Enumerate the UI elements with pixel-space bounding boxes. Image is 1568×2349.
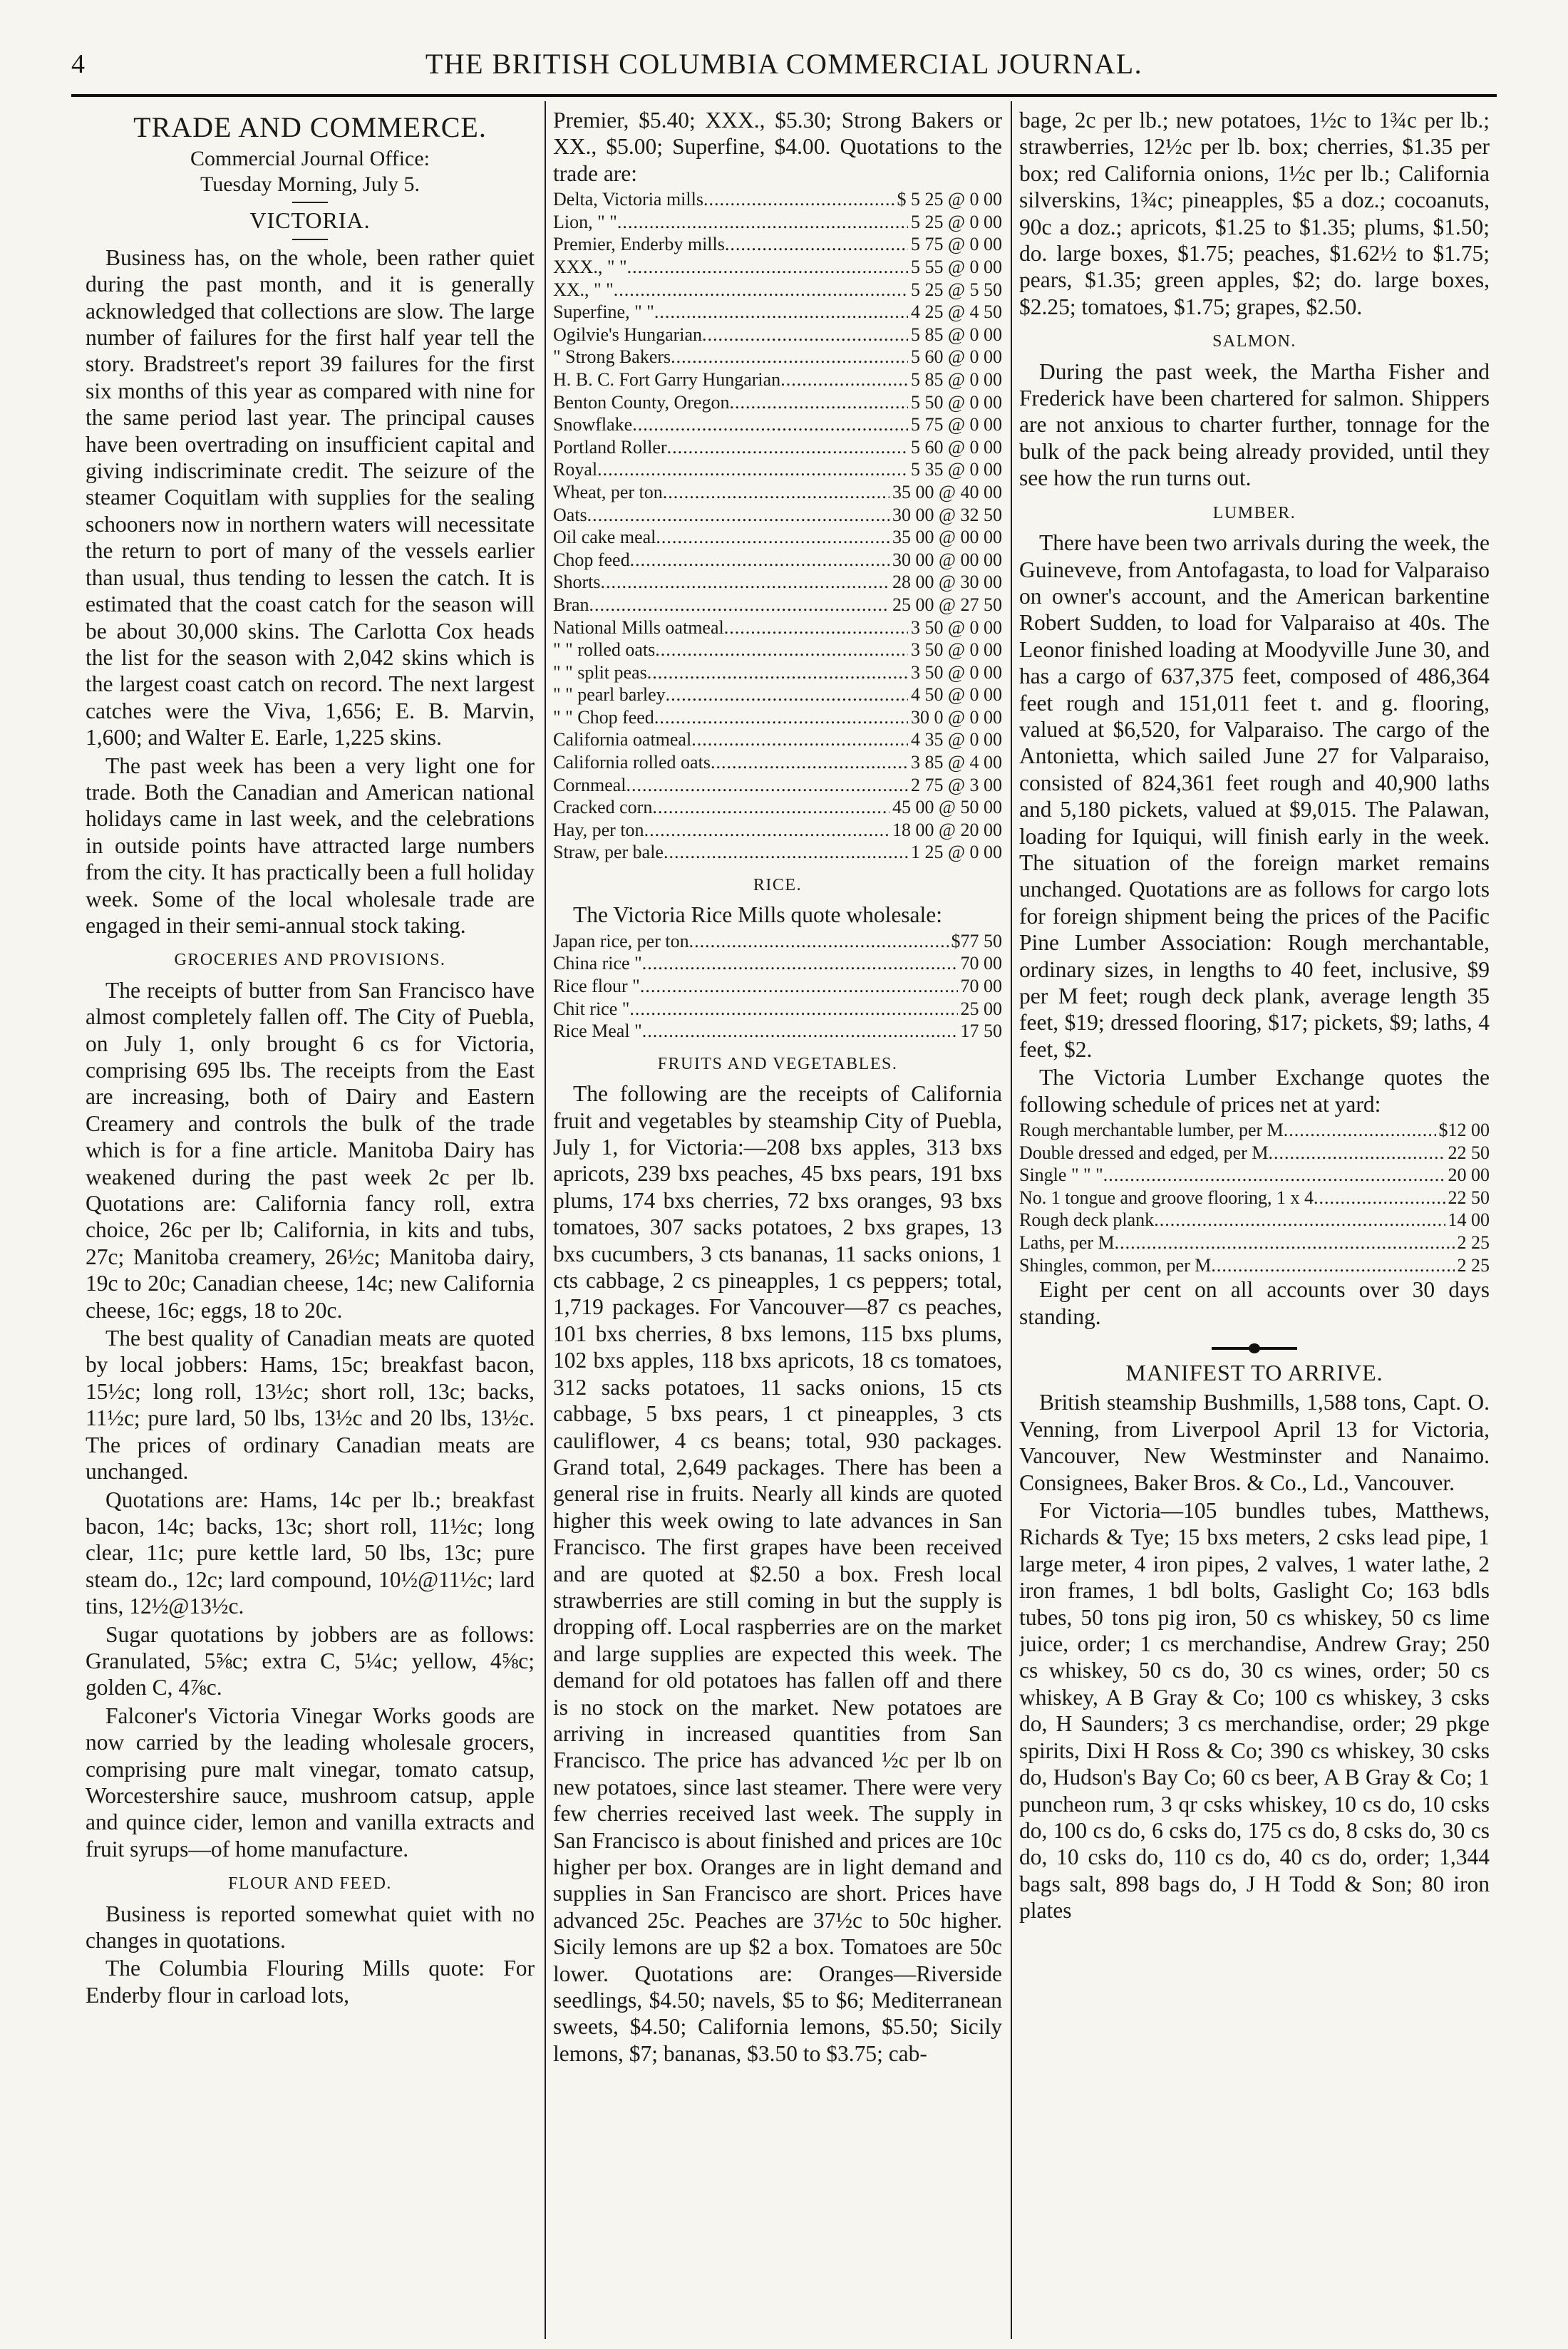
dot-leader xyxy=(664,841,908,864)
quote-label: Single " " " xyxy=(1019,1165,1103,1186)
paragraph: The Columbia Flouring Mills quote: For Enderby flour in carload lots, xyxy=(86,1956,535,2008)
quote-price: 5 85 @ 0 00 xyxy=(911,368,1002,390)
paragraph: There have been two arrivals during the week, the Guineveve, from Antofagasta, to load for Valparaiso on owner's account, and the American barkentine Robert Sudden, to load for Valparaiso at 40s. The Leonor finished loading at Moodyville June 30, and has a cargo of 637,375 feet, composed of 486,364 feet rough and 151,011 feet t. and g. flooring, valued at $6,520, for Valparaiso. The cargo of the Antonietta, which sailed June 27 for Valparaiso, consisted of 824,361 feet rough and 40,900 laths and 5,180 pickets, valued at $9,015. The Palawan, loading for Iquiqui, will finish early in the week. The situation of the foreign market remains unchanged. Quotations are as follows for cargo lots for foreign shipment being the prices of the Pacific Pine Lumber Association: Rough merchantable, ordinary sizes, in lengths to 40 feet, inclusive, $9 per M feet; rough deck plank, average length 35 feet, $19; dressed flooring, $17; pickets, $9; laths, 4 feet, $2. xyxy=(1019,530,1490,1062)
quote-row xyxy=(553,391,1002,414)
quote-price: 30 0 @ 0 00 xyxy=(911,706,1002,728)
quote-price: 17 50 xyxy=(960,1021,1002,1042)
quote-price: 30 00 @ 00 00 xyxy=(892,549,1002,570)
dot-leader xyxy=(729,391,908,414)
paragraph: Business is reported somewhat quiet with no changes in quotations. xyxy=(86,1901,535,1953)
dot-leader xyxy=(1314,1187,1445,1209)
quote-row xyxy=(553,683,1002,706)
dot-leader xyxy=(1154,1209,1445,1232)
quote-label: No. 1 tongue and groove flooring, 1 x 4 xyxy=(1019,1187,1314,1208)
quote-label: Snowflake xyxy=(553,414,633,435)
dot-leader xyxy=(667,436,908,459)
quote-row xyxy=(1019,1164,1490,1187)
dot-leader xyxy=(724,616,908,639)
manifest-heading: MANIFEST TO ARRIVE. xyxy=(1125,1360,1383,1385)
paragraph: The Victoria Rice Mills quote wholesale: xyxy=(573,902,943,928)
rice-heading: RICE. xyxy=(753,876,803,895)
quote-label: Royal xyxy=(553,459,598,480)
paragraph: During the past week, the Martha Fisher and Frederick have been chartered for salmon. Shippers are not anxious to charter further, tonnage for the bulk of the pack being already provided, until they see how the run turns out. xyxy=(1019,358,1490,491)
quote-label: Delta, Victoria mills xyxy=(553,189,703,210)
paragraph: Falconer's Victoria Vinegar Works goods are now carried by the leading wholesale grocers, comprising pure malt vinegar, tomato catsup, Worcestershire sauce, mushroom catsup, apple and quince cider, lemon and vanilla extracts and fruit syrups—of home manufacture. xyxy=(86,1703,535,1862)
quote-price: 18 00 @ 20 00 xyxy=(892,819,1002,840)
ornament-rule xyxy=(1212,1347,1297,1350)
dot-leader xyxy=(626,774,909,797)
dot-leader xyxy=(642,1020,958,1043)
quote-row xyxy=(1019,1254,1490,1277)
quote-label: Straw, per bale xyxy=(553,842,664,863)
quote-label: Shorts xyxy=(553,572,601,593)
quote-label: Bran xyxy=(553,594,589,615)
quote-price: 3 50 @ 0 00 xyxy=(911,661,1002,683)
dot-leader xyxy=(1211,1254,1454,1277)
trade-commerce-heading: TRADE AND COMMERCE. xyxy=(133,111,487,143)
quote-label: XXX., " " xyxy=(553,257,627,277)
short-rule xyxy=(292,202,328,203)
quote-row xyxy=(553,975,1002,998)
quote-row xyxy=(553,616,1002,639)
quote-row xyxy=(553,324,1002,346)
quote-price: 5 35 @ 0 00 xyxy=(911,459,1002,480)
dot-leader xyxy=(597,458,908,481)
quote-row xyxy=(553,526,1002,549)
victoria-heading: VICTORIA. xyxy=(249,207,371,234)
quote-label: California rolled oats xyxy=(553,752,711,773)
dot-leader xyxy=(1284,1119,1436,1142)
quote-label: National Mills oatmeal xyxy=(553,616,724,638)
quote-price: 14 00 xyxy=(1448,1209,1490,1231)
dot-leader xyxy=(629,998,957,1021)
lumber-price-table xyxy=(1019,1119,1490,1276)
quote-row xyxy=(553,458,1002,481)
paragraph: Business has, on the whole, been rather quiet during the past month, and it is generally acknowledged that collections are slow. The large number of failures for the first half year tell the story. Bradstreet's report 39 failures for the first six months of this year as compared with nine for the same period last year. The principal causes have been overtrading on insufficient capital and giving indiscriminate credit. The seizure of the steamer Coquitlam with supplies for the sealing schooners now in northern waters will necessitate the return to port of many of the vessels earlier than usual, thus tending to lessen the catch. It is estimated that the coast catch for the season will be about 30,000 skins. The Carlotta Cox heads the list for the season with 2,042 skins which is the largest coast catch on record. The next largest catches were the Viva, 1,656; E. B. Marvin, 1,600; and Walter E. Earle, 1,225 skins. xyxy=(86,244,535,750)
quote-price: 3 50 @ 0 00 xyxy=(911,639,1002,661)
quote-row xyxy=(553,571,1002,594)
quote-label: Oil cake meal xyxy=(553,527,656,548)
quote-price: $ 5 25 @ 0 00 xyxy=(897,189,1002,210)
quote-label: Rice flour " xyxy=(553,976,640,997)
paragraph: Eight per cent on all accounts over 30 days standing. xyxy=(1019,1277,1490,1329)
dot-leader xyxy=(691,728,908,751)
quote-label: " " pearl barley xyxy=(553,684,666,706)
quote-label: Rough deck plank xyxy=(1019,1209,1155,1231)
quote-row xyxy=(1019,1187,1490,1209)
paragraph: The following are the receipts of California fruit and vegetables by steamship City of Puebla, July 1, for Victoria:—208 bxs apples, 313 bxs apricots, 239 bxs peaches, 45 bxs pears, 191 bxs plums, 174 bxs cherries, 72 bxs oranges, 93 bxs tomatoes, 307 sacks potatoes, 2 bxs grapes, 13 bxs cucumbers, 3 cts bananas, 11 sacks onions, 1 cts cabbage, 2 cs pineapples, 1 cs peppers; total, 1,719 packages. For Vancouver—87 cs peaches, 101 bxs cherries, 8 bxs lemons, 115 bxs plums, 102 bxs apples, 118 bxs apricots, 18 cs tomatoes, 312 sacks potatoes, 11 sacks onions, 15 cts cabbage, 5 bxs pears, 1 ct pineapples, 3 cts cauliflower, 4 cs beans; total, 930 packages. Grand total, 2,649 packages. There has been a general rise in fruits. Nearly all kinds are quoted higher this week owing to late advances in San Francisco. The first grapes have been received and are quoted at $2.50 a box. Fresh local strawberries are still coming in but the supply is dropping off. Local raspberries are on the market and large supplies are expected this week. The demand for old potatoes has fallen off and there is no stock on the market. New potatoes are arriving in increased quantities from San Francisco. The price has advanced ½c per lb on new potatoes, since last steamer. There were very few cherries received last week. The supply in San Francisco is about finished and prices are 10c higher per box. Oranges are in light demand and supplies in San Francisco are short. Prices have advanced 25c. Peaches are 37½c to 50c higher. Sicily lemons are up $2 a box. Tomatoes are 50c lower. Quotations are: Oranges—Riverside seedlings, $4.50; navels, $5 to $6; Mediterranean sweets, $4.50; California lemons, $5.50; Sicily lemons, $7; bananas, $3.50 to $3.75; cab- xyxy=(553,1081,1002,2066)
dot-leader xyxy=(703,188,894,211)
quote-row xyxy=(553,1020,1002,1043)
quote-price: 5 25 @ 0 00 xyxy=(911,211,1002,232)
paragraph: The receipts of butter from San Francisco have almost completely fallen off. The City of Puebla, on July 1, only brought 6 cs for Victoria, comprising 695 lbs. The receipts from the East are increasing, both of Dairy and Eastern Creamery and controls the bulk of the trade which is for a fine article. Manitoba Dairy has weakened during the past week 2c per lb. Quotations are: California fancy roll, extra choice, 26c per lb; California, in kits and tubs, 27c; Manitoba creamery, 26½c; Manitoba dairy, 19c to 20c; Canadian cheese, 14c; new California cheese, 16c; eggs, 18 to 20c. xyxy=(86,977,535,1323)
quote-row xyxy=(553,639,1002,661)
header-rule xyxy=(71,94,1497,97)
quote-label: China rice " xyxy=(553,953,642,974)
quote-row xyxy=(553,952,1002,975)
quote-price: 20 00 xyxy=(1448,1165,1490,1186)
quote-label: California oatmeal xyxy=(553,729,692,750)
quote-label: " " Chop feed xyxy=(553,706,654,728)
quote-price: 2 25 xyxy=(1457,1254,1490,1276)
quote-price: 5 25 @ 5 50 xyxy=(911,279,1002,300)
quote-row xyxy=(553,706,1002,729)
quote-price: 5 75 @ 0 00 xyxy=(911,234,1002,255)
quote-price: 4 50 @ 0 00 xyxy=(911,684,1002,706)
quote-price: 5 50 @ 0 00 xyxy=(911,391,1002,413)
quote-price: $12 00 xyxy=(1438,1120,1490,1141)
dot-leader xyxy=(1103,1164,1445,1187)
quote-row xyxy=(553,930,1002,953)
quote-price: 2 75 @ 3 00 xyxy=(911,774,1002,795)
quote-label: Wheat, per ton xyxy=(553,481,663,502)
date-line: Tuesday Morning, July 5. xyxy=(200,172,421,197)
quote-label: Lion, " " xyxy=(553,211,617,232)
quote-row xyxy=(553,233,1002,256)
quote-row xyxy=(553,211,1002,234)
dot-leader xyxy=(600,571,889,594)
quote-label: " " split peas xyxy=(553,661,647,683)
dot-leader xyxy=(1115,1232,1455,1254)
quote-row xyxy=(1019,1142,1490,1165)
dot-leader xyxy=(644,819,889,842)
quote-label: H. B. C. Fort Garry Hungarian xyxy=(553,368,781,390)
quote-label: Chit rice " xyxy=(553,998,630,1019)
dot-leader xyxy=(711,751,908,774)
quote-label: Benton County, Oregon xyxy=(553,391,730,413)
column-divider-right xyxy=(1011,101,1012,2339)
paragraph: The best quality of Canadian meats are quoted by local jobbers: Hams, 15c; breakfast bacon, 15½c; long roll, 13½c; short roll, 13c; backs, 11½c; pure lard, 50 lbs, 13½c and 20 lbs, 13½c. The prices of ordinary Canadian meats are unchanged. xyxy=(86,1326,535,1485)
quote-label: Cornmeal xyxy=(553,774,626,795)
paragraph: The Victoria Lumber Exchange quotes the following schedule of prices net at yard: xyxy=(1019,1065,1490,1117)
quote-label: Japan rice, per ton xyxy=(553,930,689,951)
rice-price-table xyxy=(553,930,1002,1043)
salmon-heading: SALMON. xyxy=(1212,332,1296,351)
flour-feed-heading: FLOUR AND FEED. xyxy=(228,1874,392,1894)
quote-price: 70 00 xyxy=(960,976,1002,997)
quote-price: 28 00 @ 30 00 xyxy=(892,572,1002,593)
quote-price: 3 50 @ 0 00 xyxy=(911,616,1002,638)
dot-leader xyxy=(1268,1142,1445,1165)
dot-leader xyxy=(652,796,889,819)
paragraph: British steamship Bushmills, 1,588 tons, Capt. O. Venning, from Liverpool April 13 for Victoria, Vancouver, New Westminster and Nanaimo. Consignees, Baker Bros. & Co., Ld., Vancouver. xyxy=(1019,1390,1490,1495)
quote-row xyxy=(553,368,1002,391)
quote-price: 22 50 xyxy=(1448,1187,1490,1208)
quote-row xyxy=(553,256,1002,279)
dot-leader xyxy=(780,368,908,391)
quote-price: 5 75 @ 0 00 xyxy=(911,414,1002,435)
dot-leader xyxy=(647,661,908,684)
column-1 xyxy=(86,107,535,2349)
quote-price: 25 00 @ 27 50 xyxy=(892,594,1002,615)
column-2 xyxy=(553,107,1002,2349)
paragraph: Quotations are: Hams, 14c per lb.; breakfast bacon, 14c; backs, 13c; short roll, 11½c; long clear, 11c; pure kettle lard, 50 lbs, 13c; pure steam do., 12c; lard compound, 10½@11½c; lard tins, 12½@13½c. xyxy=(86,1487,535,1619)
quote-row xyxy=(1019,1209,1490,1232)
paragraph: The past week has been a very light one for trade. Both the Canadian and American national holidays came in last week, and the celebrations in outside points have attracted large numbers from the city. It has practically been a full holiday week. Some of the local wholesale trade are engaged in their semi-annual stock taking. xyxy=(86,753,535,938)
fruits-heading: FRUITS AND VEGETABLES. xyxy=(657,1054,898,1073)
quote-label: Laths, per M xyxy=(1019,1232,1115,1253)
dot-leader xyxy=(617,211,908,234)
dot-leader xyxy=(627,256,908,279)
quote-price: 5 55 @ 0 00 xyxy=(911,257,1002,277)
quote-label: Superfine, " " xyxy=(553,301,654,323)
dot-leader xyxy=(589,594,890,616)
quote-price: 70 00 xyxy=(960,953,1002,974)
quote-row xyxy=(553,413,1002,436)
quote-row xyxy=(553,796,1002,819)
quote-row xyxy=(553,549,1002,572)
quote-label: Hay, per ton xyxy=(553,819,644,840)
office-line: Commercial Journal Office: xyxy=(190,147,430,171)
quote-row xyxy=(1019,1119,1490,1142)
quote-price: 2 25 xyxy=(1457,1232,1490,1253)
quote-row xyxy=(553,841,1002,864)
paragraph: Premier, $5.40; XXX., $5.30; Strong Bakers or XX., $5.00; Superfine, $4.00. Quotations to the trade are: xyxy=(553,108,1002,186)
quote-label: Shingles, common, per M xyxy=(1019,1254,1212,1276)
quote-row xyxy=(553,436,1002,459)
paragraph: For Victoria—105 bundles tubes, Matthews, Richards & Tye; 15 bxs meters, 2 csks lead pipe, 1 large meter, 4 iron pipes, 2 valves, 1 water lathe, 2 iron frames, 1 bdl bolts, Gaslight Co; 163 bdls tubes, 50 tons pig iron, 50 cs whiskey, 50 cs lime juice, order; 1 cs merchandise, Andrew Gray; 250 cs whiskey, 50 cs do, 30 cs wines, order; 50 cs whiskey, A B Gray & Co; 100 cs whiskey, 3 csks do, H Saunders; 3 cs merchandise, order; 29 pkge spirits, Dixi H Ross & Co; 390 cs whiskey, 30 csks do, Hudson's Bay Co; 60 cs beer, A B Gray & Co; 1 puncheon rum, 3 qr csks whiskey, 10 cs do, 10 csks do, 100 cs do, 6 csks do, 175 cs do, 8 csks do, 30 cs do, 10 csks do, 110 cs do, 40 cs do, order; 1,344 bags salt, 898 bags do, J H Todd & Son; 80 iron plates xyxy=(1019,1498,1490,1924)
dot-leader xyxy=(655,639,908,661)
quote-label: XX., " " xyxy=(553,279,614,300)
quote-row xyxy=(553,301,1002,324)
quote-row xyxy=(553,774,1002,797)
dot-leader xyxy=(663,481,889,504)
quote-price: 1 25 @ 0 00 xyxy=(911,842,1002,863)
short-rule xyxy=(292,239,328,240)
quote-row xyxy=(553,481,1002,504)
quote-label: " " rolled oats xyxy=(553,639,656,661)
quote-row xyxy=(553,751,1002,774)
quote-row xyxy=(553,998,1002,1021)
quote-row xyxy=(553,594,1002,616)
dot-leader xyxy=(632,413,908,436)
quote-row xyxy=(553,728,1002,751)
dot-leader xyxy=(725,233,908,256)
groceries-heading: GROCERIES AND PROVISIONS. xyxy=(174,951,446,970)
quote-price: 35 00 @ 00 00 xyxy=(892,527,1002,548)
lumber-heading: LUMBER. xyxy=(1212,503,1296,522)
quote-price: 5 85 @ 0 00 xyxy=(911,324,1002,345)
dot-leader xyxy=(671,346,908,368)
quote-row xyxy=(1019,1232,1490,1254)
dot-leader xyxy=(654,706,908,729)
paragraph: bage, 2c per lb.; new potatoes, 1½c to 1¾c per lb.; strawberries, 12½c per lb. box; cherries, $1.35 per box; red California onions, 1½c per lb.; California silverskins, 1¾c; pineapples, $5 a doz.; cocoanuts, 90c a doz.; apricots, $1.25 to $1.35; plums, $1.50; do. large boxes, $1.75; peaches, $1.62½ to $1.75; pears, $1.35; green apples, $2; do. large boxes, $2.25; tomatoes, $1.75; grapes, $2.50. xyxy=(1019,108,1490,319)
quote-label: " Strong Bakers xyxy=(553,346,671,368)
quote-price: 22 50 xyxy=(1448,1142,1490,1163)
dot-leader xyxy=(666,683,908,706)
quote-price: 4 25 @ 4 50 xyxy=(911,301,1002,323)
column-divider-left xyxy=(545,101,546,2339)
quote-label: Oats xyxy=(553,504,587,525)
quote-label: Portland Roller xyxy=(553,436,667,458)
dot-leader xyxy=(642,952,958,975)
quote-row xyxy=(553,346,1002,368)
dot-leader xyxy=(656,526,889,549)
quote-price: 5 60 @ 0 00 xyxy=(911,346,1002,368)
quote-price: 3 85 @ 4 00 xyxy=(911,752,1002,773)
quote-price: 4 35 @ 0 00 xyxy=(911,729,1002,750)
page-header xyxy=(71,44,1497,87)
quote-label: Double dressed and edged, per M xyxy=(1019,1142,1269,1163)
quote-label: Premier, Enderby mills xyxy=(553,234,725,255)
quote-row xyxy=(553,188,1002,211)
quote-price: 45 00 @ 50 00 xyxy=(892,797,1002,818)
flour-price-table xyxy=(553,188,1002,864)
dot-leader xyxy=(702,324,908,346)
page-number: 4 xyxy=(71,49,85,79)
dot-leader xyxy=(689,930,949,953)
quote-row xyxy=(553,279,1002,301)
quote-label: Cracked corn xyxy=(553,797,653,818)
dot-leader xyxy=(630,549,889,572)
quote-label: Chop feed xyxy=(553,549,630,570)
quote-price: 25 00 xyxy=(960,998,1002,1019)
quote-price: $77 50 xyxy=(951,930,1002,951)
dot-leader xyxy=(614,279,908,301)
quote-label: Rice Meal " xyxy=(553,1021,642,1042)
dot-leader xyxy=(654,301,908,324)
quote-label: Rough merchantable lumber, per M xyxy=(1019,1120,1284,1141)
paragraph: Sugar quotations by jobbers are as follows: Granulated, 5⅝c; extra C, 5¼c; yellow, 4⅝c; golden C, 4⅞c. xyxy=(86,1621,535,1700)
quote-price: 5 60 @ 0 00 xyxy=(911,436,1002,458)
quote-price: 30 00 @ 32 50 xyxy=(892,504,1002,525)
quote-row xyxy=(553,661,1002,684)
journal-title: THE BRITISH COLUMBIA COMMERCIAL JOURNAL. xyxy=(425,48,1143,80)
dot-leader xyxy=(640,975,958,998)
quote-price: 35 00 @ 40 00 xyxy=(892,481,1002,502)
quote-label: Ogilvie's Hungarian xyxy=(553,324,703,345)
dot-leader xyxy=(587,504,889,527)
column-3 xyxy=(1019,107,1490,2349)
quote-row xyxy=(553,819,1002,842)
quote-row xyxy=(553,504,1002,527)
